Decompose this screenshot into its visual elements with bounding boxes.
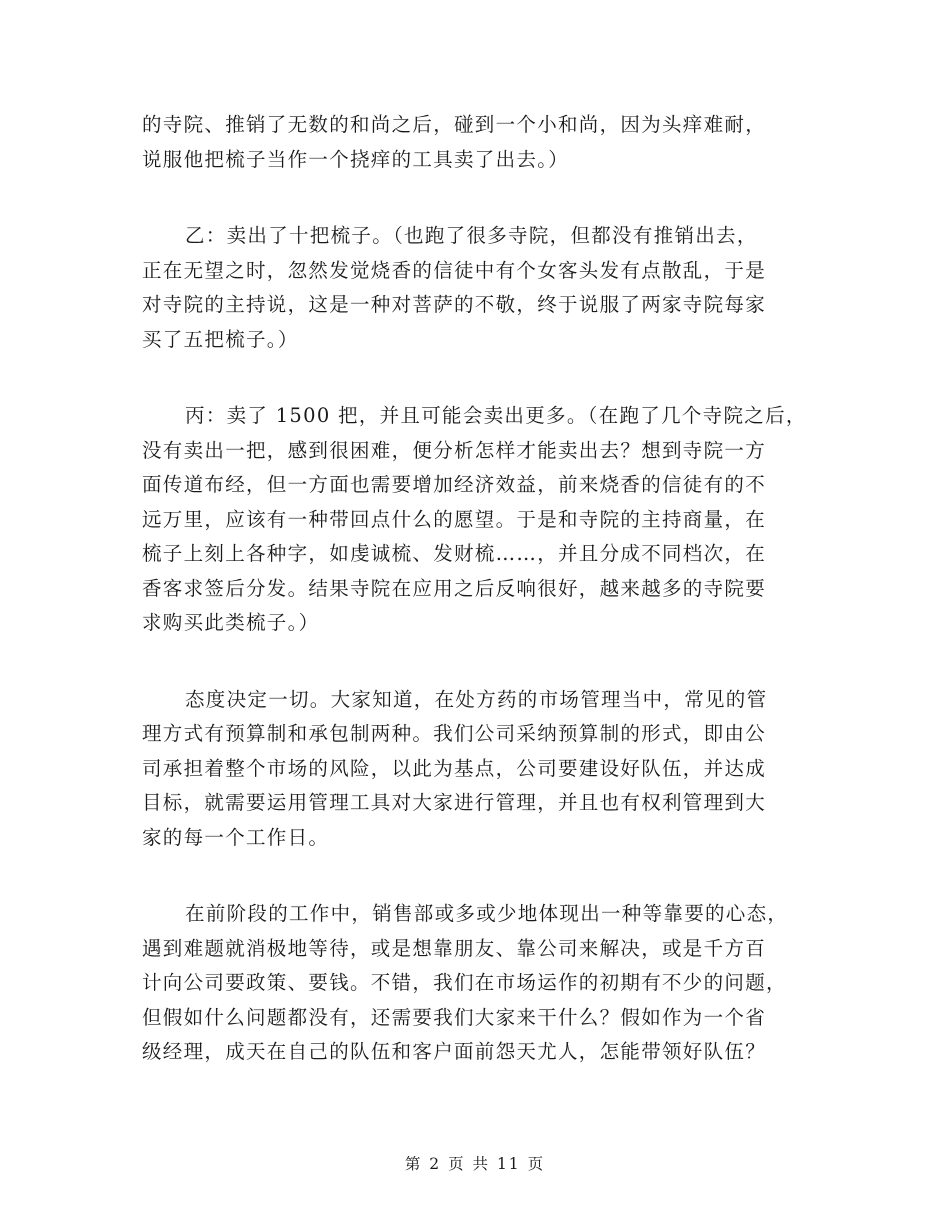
text-line: 级经理，成天在自己的队伍和客户面前怨天尤人，怎能带领好队伍？ <box>142 1040 767 1063</box>
text-line: 求购买此类梳子。） <box>142 611 320 634</box>
text-line: 梳子上刻上各种字，如虔诚梳、发财梳……，并且分成不同档次，在 <box>142 542 767 565</box>
paragraph-bing <box>142 399 807 641</box>
text-line: 但假如什么问题都没有，还需要我们大家来干什么？假如作为一个省 <box>142 1005 767 1029</box>
text-line: 对寺院的主持说，这是一种对菩萨的不敬，终于说服了两家寺院每家 <box>142 293 767 316</box>
page-number-footer: 第 2 页 共 11 页 <box>404 1155 546 1173</box>
text-line: 远万里，应该有一种带回点什么的愿望。于是和寺院的主持商量，在 <box>142 507 767 531</box>
text-line: 在前阶段的工作中，销售部或多或少地体现出一种等靠要的心态， <box>185 902 789 925</box>
text-line: 说服他把梳子当作一个挠痒的工具卖了出去。） <box>142 147 570 171</box>
text-line: 香客求签后分发。结果寺院在应用之后反响很好，越来越多的寺院要 <box>142 576 767 600</box>
paragraph-sales-department <box>142 897 807 1070</box>
text-line: 丙：卖了 1500 把，并且可能会卖出更多。（在跑了几个寺院之后， <box>185 404 807 427</box>
text-line: 司承担着整个市场的风险，以此为基点，公司要建设好队伍，并达成 <box>142 756 767 780</box>
text-line: 正在无望之时，忽然发觉烧香的信徒中有个女客头发有点散乱，于是 <box>142 258 767 282</box>
text-line: 没有卖出一把，感到很困难，便分析怎样才能卖出去？想到寺院一方 <box>142 438 767 462</box>
document-body <box>142 108 807 1112</box>
text-line: 乙：卖出了十把梳子。（也跑了很多寺院，但都没有推销出去， <box>185 224 758 247</box>
text-line: 态度决定一切。大家知道，在处方药的市场管理当中，常见的管 <box>185 687 768 711</box>
text-line: 遇到难题就消极地等待，或是想靠朋友、靠公司来解决，或是千方百 <box>142 936 767 960</box>
text-line: 理方式有预算制和承包制两种。我们公司采纳预算制的形式，即由公 <box>142 722 767 745</box>
text-line: 面传道布经，但一方面也需要增加经济效益，前来烧香的信徒有的不 <box>142 473 767 496</box>
paragraph-continuation <box>142 108 807 177</box>
paragraph-attitude <box>142 683 807 856</box>
text-line: 计向公司要政策、要钱。不错，我们在市场运作的初期有不少的问题， <box>142 971 787 994</box>
paragraph-yi <box>142 219 807 357</box>
text-line: 买了五把梳子。） <box>142 327 299 351</box>
text-line: 目标，就需要运用管理工具对大家进行管理，并且也有权利管理到大 <box>142 791 767 814</box>
text-line: 家的每一个工作日。 <box>142 825 330 849</box>
text-line: 的寺院、推销了无数的和尚之后，碰到一个小和尚，因为头痒难耐， <box>142 113 767 136</box>
